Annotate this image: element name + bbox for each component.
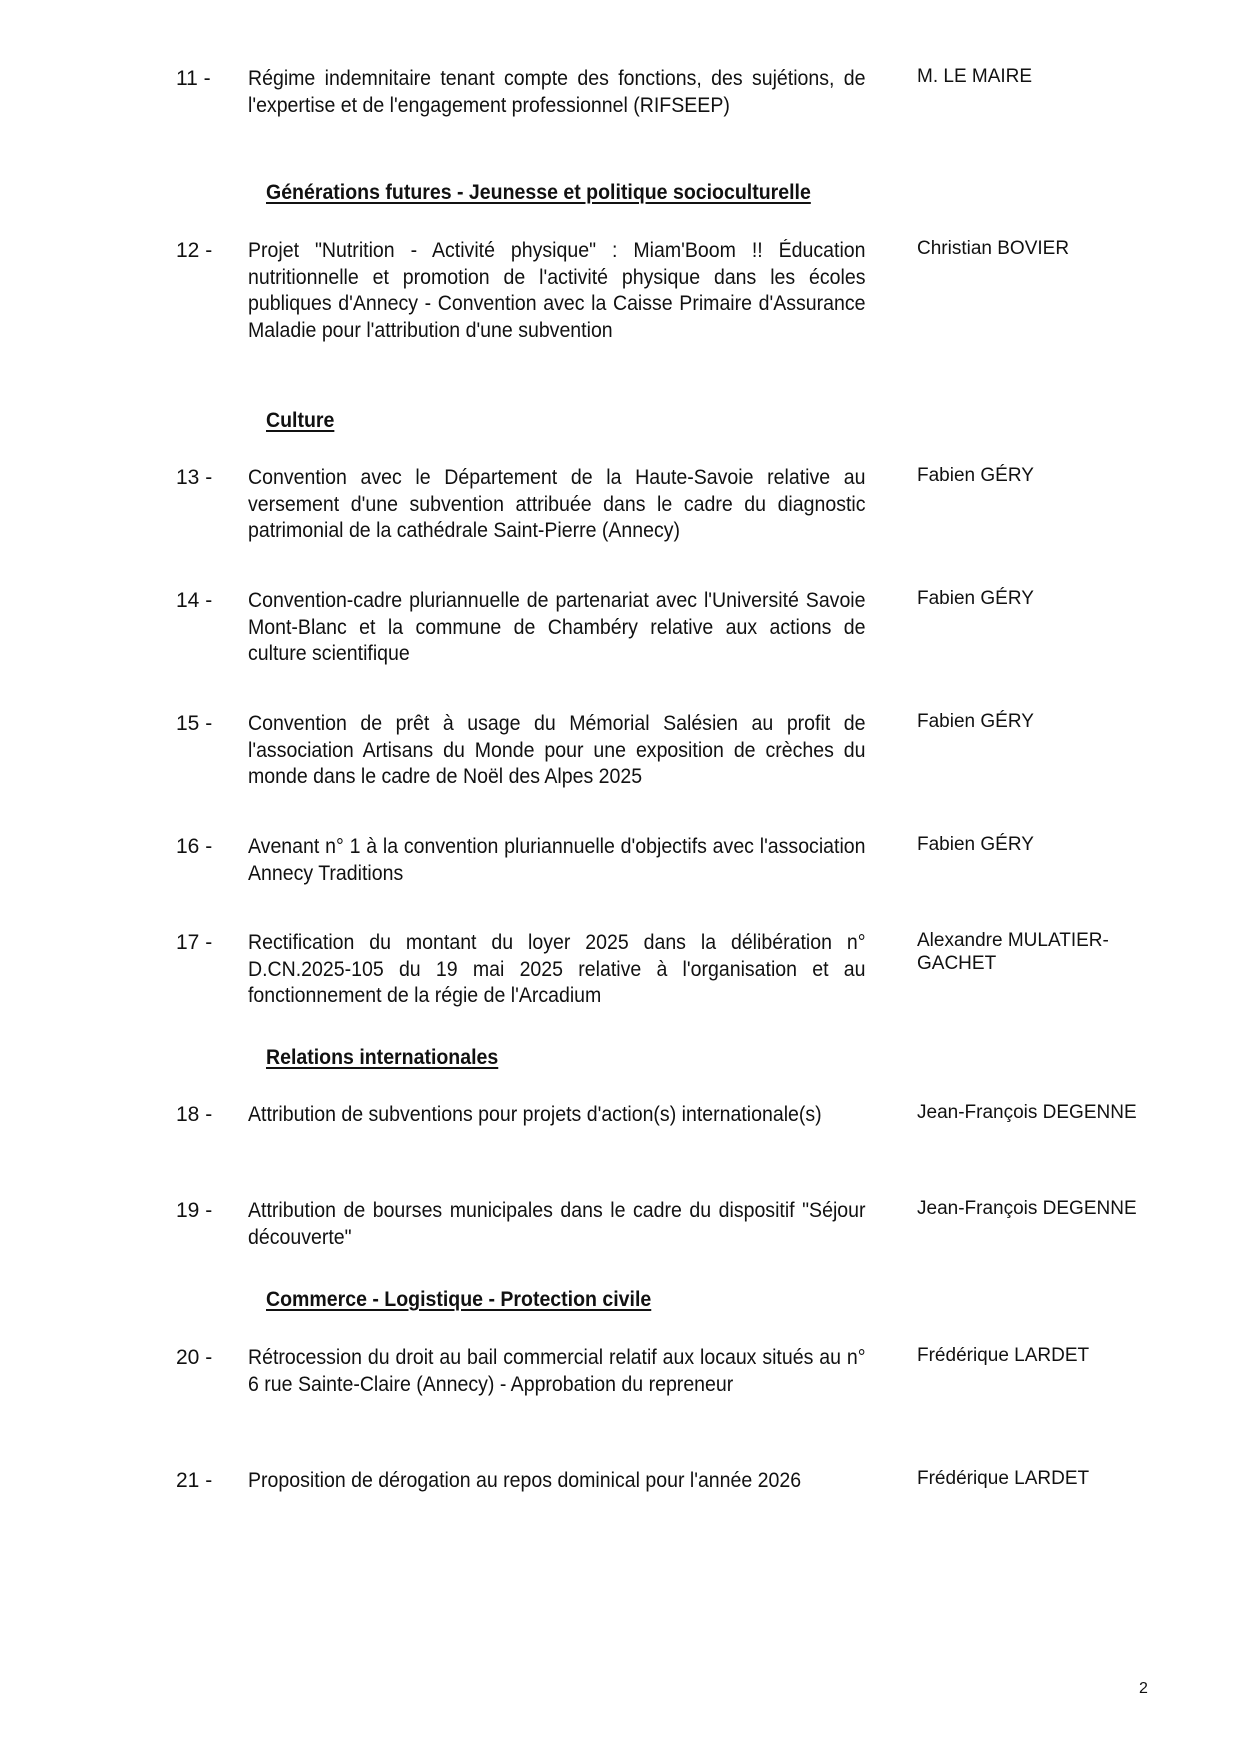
- item-text: Attribution de bourses municipales dans le cadre du dispositif "Séjour découverte": [248, 1199, 866, 1249]
- item-text: Régime indemnitaire tenant compte des fonctions, des sujétions, de l'expertise et de l'engagement professionnel (RIFSEEP): [248, 67, 866, 117]
- item-number: 14 -: [176, 589, 213, 612]
- item-number: 20 -: [176, 1346, 213, 1369]
- item-number: 12 -: [176, 239, 213, 262]
- item-rapporteur: Frédérique LARDET: [917, 1345, 1090, 1366]
- item-rapporteur: Jean-François DEGENNE: [917, 1102, 1137, 1123]
- item-rapporteur: Christian BOVIER: [917, 238, 1070, 259]
- item-text: Avenant n° 1 à la convention pluriannuelle d'objectifs avec l'association Annecy Traditions: [248, 835, 866, 885]
- item-number: 13 -: [176, 466, 213, 489]
- section-heading-relations-internationales: Relations internationales: [266, 1046, 499, 1069]
- item-number: 18 -: [176, 1103, 213, 1126]
- item-text: Convention avec le Département de la Haute-Savoie relative au versement d'une subvention attribuée dans le cadre du diagnostic patrimonial de la cathédrale Saint-Pierre (Annecy): [248, 466, 866, 542]
- item-text: Convention-cadre pluriannuelle de partenariat avec l'Université Savoie Mont-Blanc et la commune de Chambéry relative aux actions de culture scientifique: [248, 589, 866, 665]
- section-heading-commerce: Commerce - Logistique - Protection civile: [266, 1288, 652, 1311]
- page-number: 2: [1139, 1680, 1148, 1697]
- item-rapporteur: Jean-François DEGENNE: [917, 1198, 1137, 1219]
- item-text: Convention de prêt à usage du Mémorial Salésien au profit de l'association Artisans du Monde pour une exposition de crèches du monde dans le cadre de Noël des Alpes 2025: [248, 712, 866, 788]
- item-rapporteur: Alexandre MULATIER-GACHET: [917, 930, 1109, 974]
- item-rapporteur: Fabien GÉRY: [917, 711, 1034, 732]
- item-text: Proposition de dérogation au repos dominical pour l'année 2026: [248, 1469, 802, 1492]
- item-rapporteur: M. LE MAIRE: [917, 66, 1033, 87]
- item-rapporteur: Frédérique LARDET: [917, 1468, 1090, 1489]
- item-number: 15 -: [176, 712, 213, 735]
- item-number: 21 -: [176, 1469, 213, 1492]
- item-text: Projet "Nutrition - Activité physique" : Miam'Boom !! Éducation nutritionnelle et promotion de l'activité physique dans les écoles publiques d'Annecy - Convention avec la Caisse Primaire d'Assurance Maladie pour l'attribution d'une subvention: [248, 239, 866, 342]
- section-heading-generations-futures: Générations futures - Jeunesse et politique socioculturelle: [266, 181, 811, 204]
- item-text: Rectification du montant du loyer 2025 dans la délibération n° D.CN.2025-105 du 19 mai 2025 relative à l'organisation et au fonctionnement de la régie de l'Arcadium: [248, 931, 866, 1007]
- item-rapporteur: Fabien GÉRY: [917, 465, 1034, 486]
- item-number: 17 -: [176, 931, 213, 954]
- item-number: 11 -: [176, 67, 211, 90]
- section-heading-culture: Culture: [266, 409, 335, 432]
- item-number: 16 -: [176, 835, 213, 858]
- item-rapporteur: Fabien GÉRY: [917, 834, 1034, 855]
- item-text: Attribution de subventions pour projets d'action(s) internationale(s): [248, 1103, 822, 1126]
- item-rapporteur: Fabien GÉRY: [917, 588, 1034, 609]
- item-text: Rétrocession du droit au bail commercial relatif aux locaux situés au n° 6 rue Sainte-Claire (Annecy) - Approbation du repreneur: [248, 1346, 866, 1396]
- item-number: 19 -: [176, 1199, 213, 1222]
